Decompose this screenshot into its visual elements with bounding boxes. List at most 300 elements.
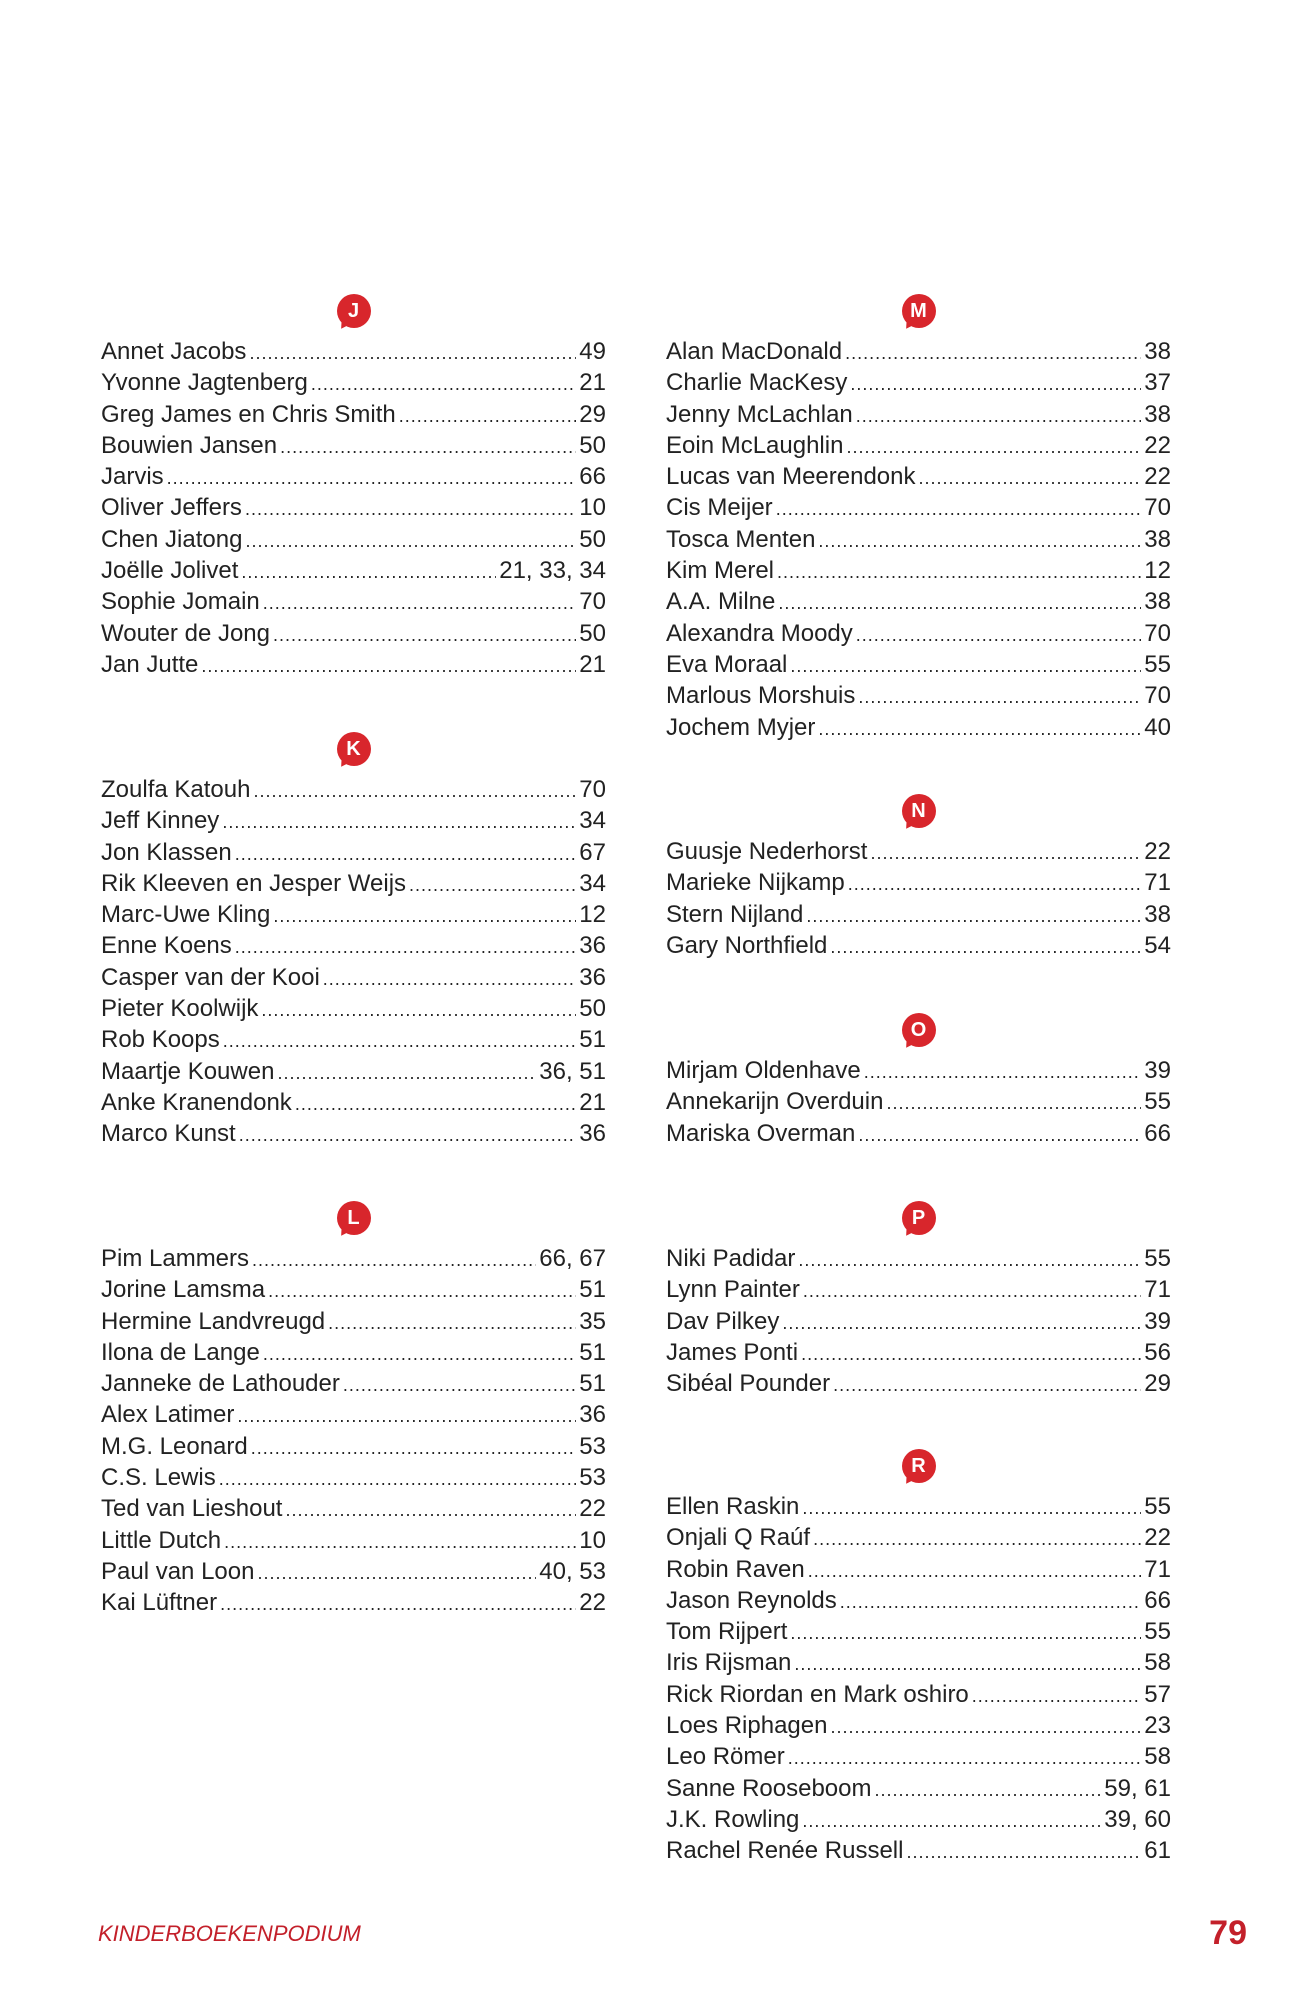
page-reference: 22	[1144, 431, 1171, 459]
author-name: Chen Jiatong	[101, 525, 243, 553]
index-entry	[666, 836, 1171, 867]
page-reference: 38	[1144, 525, 1171, 553]
index-entry	[101, 930, 606, 961]
section-letter: N	[902, 794, 936, 828]
index-entry	[101, 1525, 606, 1556]
page-reference: 22	[579, 1495, 606, 1523]
page-reference: 21	[579, 369, 606, 397]
author-name: Cis Meijer	[666, 494, 773, 522]
section-letter: R	[902, 1449, 936, 1483]
index-entry	[101, 1118, 606, 1149]
dot-leader	[328, 1308, 576, 1337]
author-name: Joëlle Jolivet	[101, 557, 239, 585]
page-reference: 35	[579, 1307, 606, 1335]
page-reference: 55	[1144, 1245, 1171, 1272]
author-name: Jeff Kinney	[101, 807, 220, 835]
index-section-r	[666, 1449, 1171, 1867]
author-name: Sophie Jomain	[101, 588, 260, 616]
index-entry	[666, 1491, 1171, 1522]
page-reference: 51	[579, 1276, 606, 1304]
author-name: Loes Riphagen	[666, 1712, 828, 1740]
index-entry	[101, 1024, 606, 1055]
dot-leader	[972, 1681, 1142, 1710]
dot-leader	[830, 932, 1141, 961]
dot-leader	[906, 1837, 1141, 1866]
author-name: Jenny McLachlan	[666, 400, 853, 428]
author-name: Jan Jutte	[101, 650, 199, 678]
page-reference: 58	[1144, 1649, 1171, 1677]
index-entry	[101, 1431, 606, 1462]
author-name: Alex Latimer	[101, 1401, 235, 1429]
author-name: Annet Jacobs	[101, 338, 247, 365]
index-entry	[666, 1647, 1171, 1678]
dot-leader	[323, 964, 577, 993]
letter-badge-icon	[902, 794, 936, 828]
dot-leader	[794, 1649, 1141, 1678]
index-entry	[101, 1368, 606, 1399]
dot-leader	[245, 526, 576, 555]
author-name: Rick Riordan en Mark oshiro	[666, 1680, 969, 1708]
page-reference: 66	[1144, 1119, 1171, 1147]
author-name: Tom Rijpert	[666, 1618, 788, 1646]
page-reference: 61	[1144, 1837, 1171, 1865]
author-name: Sanne Rooseboom	[666, 1774, 872, 1802]
author-name: Paul van Loon	[101, 1557, 255, 1585]
author-name: Jochem Myjer	[666, 713, 816, 741]
index-entry	[101, 430, 606, 461]
author-name: Niki Padidar	[666, 1245, 796, 1272]
page-reference: 34	[579, 807, 606, 835]
author-name: Marieke Nijkamp	[666, 869, 845, 897]
dot-leader	[224, 1527, 576, 1556]
author-name: Lucas van Meerendonk	[666, 463, 916, 491]
section-letter: M	[902, 294, 936, 328]
author-name: Iris Rijsman	[666, 1649, 792, 1677]
page-reference: 50	[579, 525, 606, 553]
author-name: Leo Römer	[666, 1743, 785, 1771]
index-entry	[666, 1522, 1171, 1553]
section-letter: O	[902, 1013, 936, 1047]
author-name: A.A. Milne	[666, 588, 776, 616]
dot-leader	[237, 1401, 576, 1430]
page-reference: 57	[1144, 1680, 1171, 1708]
dot-leader	[295, 1089, 576, 1118]
dot-leader	[840, 1587, 1142, 1616]
index-entry	[666, 367, 1171, 398]
page-reference: 70	[1144, 619, 1171, 647]
author-name: Anke Kranendonk	[101, 1088, 292, 1116]
author-name: Zoulfa Katouh	[101, 776, 251, 803]
page-reference: 36	[579, 1120, 606, 1148]
index-entry	[666, 1710, 1171, 1741]
dot-leader	[858, 1120, 1141, 1149]
page-reference: 66, 67	[539, 1245, 606, 1272]
index-entry	[101, 461, 606, 492]
dot-leader	[850, 369, 1141, 398]
page-reference: 54	[1144, 931, 1171, 959]
author-name: J.K. Rowling	[666, 1805, 800, 1833]
page-reference: 21	[579, 650, 606, 678]
dot-leader	[782, 1308, 1141, 1337]
author-name: Tosca Menten	[666, 525, 816, 553]
index-entry	[666, 867, 1171, 898]
section-letter: J	[337, 294, 371, 328]
dot-leader	[798, 1245, 1141, 1274]
author-name: Dav Pilkey	[666, 1307, 780, 1335]
index-entry	[101, 649, 606, 680]
page-reference: 39, 60	[1104, 1805, 1171, 1833]
dot-leader	[167, 463, 577, 492]
dot-leader	[263, 1339, 576, 1368]
page-reference: 12	[1144, 557, 1171, 585]
index-entry	[666, 1118, 1171, 1149]
page-reference: 66	[579, 463, 606, 491]
author-name: Marco Kunst	[101, 1120, 236, 1148]
author-name: Pieter Koolwijk	[101, 995, 259, 1023]
dot-leader	[249, 338, 576, 367]
index-section-j	[101, 294, 606, 680]
page-reference: 70	[579, 588, 606, 616]
dot-leader	[219, 1464, 577, 1493]
index-entry	[101, 586, 606, 617]
page-reference: 51	[579, 1370, 606, 1398]
author-name: Sibéal Pounder	[666, 1370, 831, 1398]
dot-leader	[830, 1712, 1141, 1741]
index-entry	[666, 586, 1171, 617]
author-name: Maartje Kouwen	[101, 1057, 275, 1085]
author-name: Mariska Overman	[666, 1119, 856, 1147]
dot-leader	[856, 401, 1142, 430]
page-reference: 22	[1144, 1524, 1171, 1552]
dot-leader	[261, 995, 576, 1024]
index-entry	[666, 618, 1171, 649]
dot-leader	[803, 1276, 1141, 1305]
dot-leader	[802, 1806, 1101, 1835]
dot-leader	[263, 588, 577, 617]
index-entry	[101, 524, 606, 555]
page-reference: 36	[579, 963, 606, 991]
index-entry	[101, 1337, 606, 1368]
page-reference: 22	[1144, 838, 1171, 865]
index-entry	[666, 430, 1171, 461]
page-reference: 71	[1144, 869, 1171, 897]
index-entry	[101, 962, 606, 993]
dot-leader	[239, 1120, 577, 1149]
dot-leader	[818, 714, 1141, 743]
author-name: Pim Lammers	[101, 1245, 250, 1272]
dot-leader	[343, 1370, 576, 1399]
page-reference: 10	[579, 1526, 606, 1554]
index-entry	[101, 399, 606, 430]
index-entry	[101, 805, 606, 836]
dot-leader	[777, 557, 1141, 586]
dot-leader	[277, 1058, 536, 1087]
author-name: Kim Merel	[666, 557, 775, 585]
page-reference: 70	[1144, 682, 1171, 710]
dot-leader	[802, 1493, 1141, 1522]
index-entry	[101, 1274, 606, 1305]
index-entry	[666, 1585, 1171, 1616]
author-name: Annekarijn Overduin	[666, 1088, 884, 1116]
dot-leader	[409, 870, 576, 899]
dot-leader	[806, 901, 1141, 930]
author-name: Yvonne Jagtenberg	[101, 369, 308, 397]
page-reference: 22	[1144, 463, 1171, 491]
dot-leader	[790, 651, 1141, 680]
dot-leader	[833, 1370, 1141, 1399]
index-entry	[101, 1556, 606, 1587]
index-entry	[101, 1587, 606, 1618]
dot-leader	[220, 1589, 576, 1618]
dot-leader	[788, 1743, 1142, 1772]
dot-leader	[864, 1057, 1142, 1086]
index-entry	[101, 555, 606, 586]
author-name: Ted van Lieshout	[101, 1495, 283, 1523]
author-name: Rob Koops	[101, 1026, 220, 1054]
author-name: Eoin McLaughlin	[666, 431, 844, 459]
page-reference: 50	[579, 995, 606, 1023]
page-reference: 71	[1144, 1276, 1171, 1304]
author-name: Stern Nijland	[666, 900, 804, 928]
section-letter: K	[337, 732, 371, 766]
author-name: Greg James en Chris Smith	[101, 400, 396, 428]
index-entry	[101, 1056, 606, 1087]
page-reference: 50	[579, 431, 606, 459]
author-name: Alan MacDonald	[666, 338, 843, 365]
author-name: Ellen Raskin	[666, 1493, 800, 1520]
author-name: Onjali Q Raúf	[666, 1524, 811, 1552]
author-name: Jorine Lamsma	[101, 1276, 266, 1304]
page-reference: 23	[1144, 1712, 1171, 1740]
dot-leader	[311, 369, 576, 398]
page-reference: 66	[1144, 1586, 1171, 1614]
page-reference: 38	[1144, 900, 1171, 928]
section-letter: L	[337, 1201, 371, 1235]
page-reference: 21	[579, 1088, 606, 1116]
index-entry	[666, 680, 1171, 711]
index-section-o	[666, 1013, 1171, 1149]
dot-leader	[201, 651, 576, 680]
dot-leader	[818, 526, 1141, 555]
letter-badge-icon	[902, 1013, 936, 1047]
page-reference: 51	[579, 1338, 606, 1366]
letter-badge-icon	[337, 1201, 371, 1235]
index-entry	[666, 399, 1171, 430]
page-reference: 70	[1144, 494, 1171, 522]
letter-badge-icon	[337, 732, 371, 766]
page-reference: 51	[579, 1026, 606, 1054]
index-entry	[101, 1243, 606, 1274]
index-section-k	[101, 732, 606, 1150]
dot-leader	[813, 1524, 1141, 1553]
letter-badge-icon	[902, 1201, 936, 1235]
dot-leader	[776, 494, 1142, 523]
index-entry	[666, 1741, 1171, 1772]
index-entry	[101, 1306, 606, 1337]
author-name: Alexandra Moody	[666, 619, 853, 647]
dot-leader	[845, 338, 1141, 367]
page-number: 79	[1209, 1914, 1247, 1952]
index-section-m	[666, 294, 1171, 743]
dot-leader	[846, 432, 1141, 461]
author-name: Charlie MacKesy	[666, 369, 848, 397]
page-reference: 39	[1144, 1057, 1171, 1084]
author-name: Casper van der Kooi	[101, 963, 320, 991]
dot-leader	[778, 588, 1141, 617]
dot-leader	[241, 557, 496, 586]
letter-badge-icon	[337, 294, 371, 328]
page-reference: 71	[1144, 1555, 1171, 1583]
dot-leader	[252, 1245, 536, 1274]
index-entry	[666, 712, 1171, 743]
index-entry	[666, 1243, 1171, 1274]
index-entry	[666, 555, 1171, 586]
author-name: Oliver Jeffers	[101, 494, 242, 522]
dot-leader	[870, 838, 1141, 867]
page-reference: 58	[1144, 1743, 1171, 1771]
page-reference: 40, 53	[539, 1557, 606, 1585]
dot-leader	[257, 1558, 536, 1587]
page-reference: 55	[1144, 1618, 1171, 1646]
index-entry	[666, 1086, 1171, 1117]
index-entry	[666, 1679, 1171, 1710]
index-entry	[666, 492, 1171, 523]
dot-leader	[874, 1775, 1101, 1804]
page-reference: 21, 33, 34	[499, 557, 606, 585]
dot-leader	[235, 932, 577, 961]
dot-leader	[801, 1339, 1141, 1368]
index-entry	[101, 993, 606, 1024]
dot-leader	[280, 432, 576, 461]
dot-leader	[273, 620, 576, 649]
index-entry	[101, 1399, 606, 1430]
index-entry	[101, 1493, 606, 1524]
dot-leader	[919, 463, 1142, 492]
author-name: Jarvis	[101, 463, 164, 491]
index-entry	[666, 1773, 1171, 1804]
letter-badge-icon	[902, 294, 936, 328]
page-reference: 70	[579, 776, 606, 803]
dot-leader	[251, 1433, 577, 1462]
dot-leader	[273, 901, 576, 930]
index-entry	[666, 1835, 1171, 1866]
author-name: Jason Reynolds	[666, 1586, 837, 1614]
author-name: M.G. Leonard	[101, 1432, 248, 1460]
author-name: Gary Northfield	[666, 931, 828, 959]
page-reference: 59, 61	[1104, 1774, 1171, 1802]
index-entry	[666, 461, 1171, 492]
author-name: Guusje Nederhorst	[666, 838, 868, 865]
index-entry	[101, 618, 606, 649]
index-entry	[666, 1554, 1171, 1585]
page-reference: 38	[1144, 588, 1171, 616]
dot-leader	[222, 807, 576, 836]
letter-badge-icon	[902, 1449, 936, 1483]
index-entry	[101, 837, 606, 868]
index-entry	[666, 930, 1171, 961]
index-entry	[101, 336, 606, 367]
author-name: Jon Klassen	[101, 838, 232, 866]
dot-leader	[808, 1556, 1142, 1585]
author-name: Eva Moraal	[666, 650, 788, 678]
index-entry	[666, 1274, 1171, 1305]
index-section-l	[101, 1201, 606, 1619]
index-entry	[666, 1055, 1171, 1086]
author-name: Hermine Landvreugd	[101, 1307, 326, 1335]
page-reference: 34	[579, 869, 606, 897]
page-reference: 10	[579, 494, 606, 522]
dot-leader	[253, 776, 576, 805]
footer-brand: KINDERBOEKENPODIUM	[98, 1921, 361, 1946]
index-section-n	[666, 794, 1171, 961]
dot-leader	[285, 1495, 576, 1524]
index-entry	[101, 1462, 606, 1493]
dot-leader	[790, 1618, 1141, 1647]
author-name: Ilona de Lange	[101, 1338, 260, 1366]
page-reference: 50	[579, 619, 606, 647]
page-reference: 38	[1144, 338, 1171, 365]
author-name: C.S. Lewis	[101, 1464, 216, 1492]
index-entry	[101, 367, 606, 398]
page-reference: 36	[579, 1401, 606, 1429]
index-entry	[666, 336, 1171, 367]
page-reference: 39	[1144, 1307, 1171, 1335]
index-entry	[666, 524, 1171, 555]
index-entry	[666, 1306, 1171, 1337]
page-reference: 55	[1144, 1088, 1171, 1116]
dot-leader	[223, 1026, 577, 1055]
index-entry	[101, 899, 606, 930]
dot-leader	[858, 682, 1141, 711]
dot-leader	[268, 1276, 576, 1305]
index-entry	[666, 1616, 1171, 1647]
index-entry	[666, 1368, 1171, 1399]
author-name: Marlous Morshuis	[666, 682, 856, 710]
index-entry	[101, 1087, 606, 1118]
page-reference: 55	[1144, 650, 1171, 678]
author-name: Rik Kleeven en Jesper Weijs	[101, 869, 407, 897]
author-name: Bouwien Jansen	[101, 431, 278, 459]
page-reference: 38	[1144, 400, 1171, 428]
dot-leader	[399, 401, 577, 430]
page-reference: 53	[579, 1464, 606, 1492]
author-name: Kai Lüftner	[101, 1589, 218, 1617]
page-reference: 12	[579, 901, 606, 929]
page-reference: 29	[579, 400, 606, 428]
author-name: Little Dutch	[101, 1526, 222, 1554]
section-letter: P	[902, 1201, 936, 1235]
index-section-p	[666, 1201, 1171, 1399]
page-reference: 53	[579, 1432, 606, 1460]
page-reference: 67	[579, 838, 606, 866]
index-entry	[666, 649, 1171, 680]
index-entry	[101, 774, 606, 805]
dot-leader	[848, 869, 1142, 898]
author-name: Enne Koens	[101, 932, 232, 960]
author-name: Janneke de Lathouder	[101, 1370, 340, 1398]
index-entry	[101, 492, 606, 523]
index-entry	[666, 1804, 1171, 1835]
page-reference: 37	[1144, 369, 1171, 397]
author-name: Mirjam Oldenhave	[666, 1057, 861, 1084]
page-reference: 36, 51	[539, 1057, 606, 1085]
index-entry	[666, 899, 1171, 930]
author-name: James Ponti	[666, 1338, 799, 1366]
page-reference: 56	[1144, 1338, 1171, 1366]
page-reference: 49	[579, 338, 606, 365]
author-name: Rachel Renée Russell	[666, 1837, 904, 1865]
author-name: Lynn Painter	[666, 1276, 800, 1304]
